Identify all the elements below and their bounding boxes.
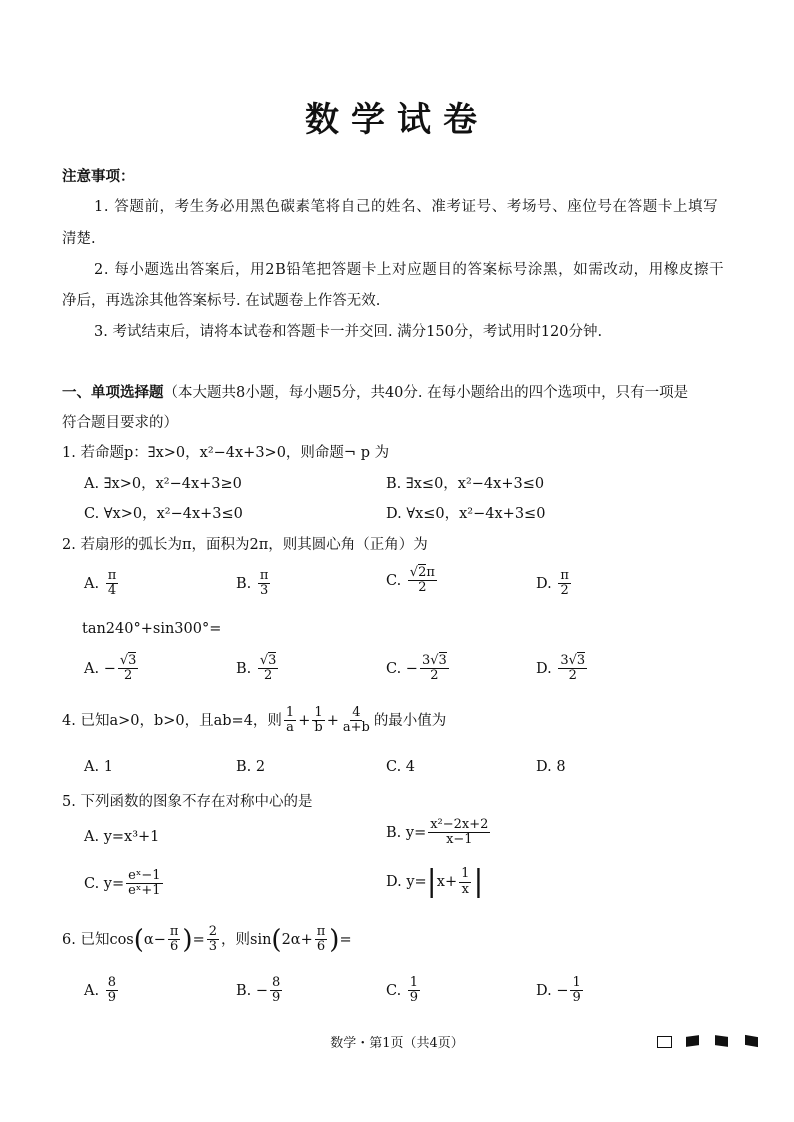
- q4-f3-num: 4: [352, 705, 361, 720]
- q5-option-b: [386, 818, 492, 848]
- q2-c-root: 2: [418, 565, 427, 580]
- q4-frac-2: [312, 706, 324, 736]
- page-footer: 数学・第1页（共4页）: [330, 1036, 464, 1051]
- q5-b-label: B. y=: [386, 824, 427, 841]
- q5-d-label: D. y=: [386, 874, 427, 890]
- q3-d-root: 3: [576, 653, 586, 668]
- q3-a-den: 2: [124, 668, 133, 684]
- section-1-desc: （本大题共8小题，每小题5分，共40分. 在每小题给出的四个选项中，只有一项是: [163, 385, 689, 401]
- q3-c-root: 3: [438, 653, 447, 668]
- q6-equals: =: [192, 931, 205, 948]
- q4-plus-1: +: [298, 712, 311, 729]
- q3-d-label: D.: [536, 660, 552, 677]
- q1-option-c: C. ∀x>0，x²−4x+3≤0: [84, 506, 243, 522]
- q2-a-den: 4: [107, 583, 117, 599]
- q3-c-sign: −: [405, 660, 418, 677]
- q2-b-label: B.: [236, 575, 252, 592]
- q5-option-a: A. y=x³+1: [84, 829, 160, 845]
- q3-b-label: B.: [236, 660, 252, 677]
- q6-pi-over-6-b: $\frac{\pi}{6}$: [316, 924, 326, 955]
- q3-d-den: 2: [568, 668, 577, 684]
- note-3: 3. 考试结束后，请将本试卷和答题卡一并交回. 满分150分，考试用时120分钟.: [94, 324, 603, 340]
- q3-option-a: [84, 654, 140, 684]
- q5-d-fraction: [459, 867, 471, 897]
- q4-frac-3: [341, 706, 372, 736]
- q6-option-d: [536, 976, 585, 1006]
- q3-a-label: A.: [84, 660, 100, 677]
- q6-option-b: [236, 976, 284, 1006]
- q3-option-c: [386, 654, 451, 684]
- q2-c-label: C.: [386, 572, 402, 589]
- q5-c-den: eˣ+1: [128, 883, 161, 899]
- q2-stem: 2. 若扇形的弧长为π，面积为2π，则其圆心角（正角）为: [62, 537, 428, 553]
- q2-option-c: [386, 566, 439, 596]
- q4-f1-den: a: [286, 720, 294, 736]
- q2-c-fraction: $\frac{√2\pi}{2}$: [409, 565, 435, 596]
- q3-a-root: 3: [128, 653, 137, 668]
- q6-b-fraction: $\frac{8}{9}$: [272, 975, 281, 1006]
- q5-stem: 5. 下列函数的图象不存在对称中心的是: [62, 794, 313, 810]
- q6-option-a: [84, 976, 120, 1006]
- q5-b-den: x−1: [446, 832, 473, 848]
- q4-option-d: D. 8: [536, 759, 566, 775]
- q3-option-b: [236, 654, 280, 684]
- q3-a-sign: −: [103, 660, 116, 677]
- q5-d-x: x+: [436, 874, 458, 890]
- q2-a-label: A.: [84, 575, 100, 592]
- q6-stem-mid: ，则sin: [221, 931, 272, 948]
- q3-c-coef: 3: [421, 653, 431, 668]
- q5-option-c: [84, 869, 165, 899]
- q1-option-a: A. ∃x>0，x²−4x+3≥0: [84, 476, 242, 492]
- registration-mark-1: [686, 1035, 699, 1047]
- section-1-desc-cont: 符合题目要求的）: [62, 415, 178, 431]
- q4-stem: [62, 706, 446, 736]
- q2-b-num: π: [259, 568, 269, 583]
- q6-value: $\frac{2}{3}$: [208, 924, 217, 955]
- q3-c-den: 2: [430, 668, 439, 684]
- q3-c-label: C.: [386, 660, 402, 677]
- q6-d-label: D.: [536, 982, 552, 999]
- registration-mark-2: [715, 1035, 728, 1047]
- q4-option-a: A. 1: [84, 759, 113, 775]
- q6-two-alpha-plus: 2α+: [281, 931, 313, 948]
- exam-title: 数学试卷: [305, 100, 489, 140]
- q5-option-d: D. y=|x+ $\frac{1}{x}$ |: [386, 864, 484, 899]
- q3-b-root: 3: [268, 653, 277, 668]
- q5-b-num: x²−2x+2: [430, 817, 489, 832]
- q2-b-den: 3: [260, 583, 269, 599]
- registration-mark-hollow: [657, 1036, 672, 1048]
- q6-a-label: A.: [84, 982, 100, 999]
- notes-heading: 注意事项：: [62, 168, 135, 185]
- q2-c-pi: π: [426, 565, 435, 580]
- section-1-header: [62, 381, 688, 402]
- q1-stem: 1. 若命题p：∃x>0，x²−4x+3>0，则命题¬ p 为: [62, 445, 390, 461]
- q3-d-fraction: $\frac{3√3}{2}$: [560, 653, 586, 684]
- q3-d-coef: 3: [560, 653, 569, 668]
- q6-option-c: [386, 976, 422, 1006]
- q6-d-fraction: $\frac{1}{9}$: [572, 975, 581, 1006]
- q4-stem-end: 的最小值为: [373, 712, 447, 729]
- q6-b-sign: −: [255, 982, 269, 999]
- q6-stem: 6. 已知cos(α− $\frac{\pi}{6}$ )= $\frac{2}{3}$ ，则sin(2α+ $\frac{\pi}{6}$ )=: [62, 924, 352, 955]
- q4-option-b: B. 2: [236, 759, 266, 775]
- q2-b-fraction: [258, 569, 271, 599]
- q1-option-d: D. ∀x≤0，x²−4x+3≤0: [386, 506, 546, 522]
- q2-d-den: 2: [560, 583, 569, 599]
- q3-a-fraction: $\frac{√3}{2}$: [119, 653, 137, 684]
- q2-c-den: 2: [418, 580, 427, 596]
- q2-option-d: [536, 569, 573, 599]
- q2-a-num: π: [107, 568, 117, 583]
- q4-f1-num: 1: [285, 705, 295, 720]
- note-2-line-1: 2. 每小题选出答案后，用2B铅笔把答题卡上对应题目的答案标号涂黑，如需改动，用橡皮擦干: [94, 262, 725, 278]
- q4-stem-start: 4. 已知a>0，b>0，且ab=4，则: [62, 712, 282, 729]
- section-1-title: 一、单项选择题: [62, 384, 164, 401]
- q4-f3-den: a+b: [342, 720, 370, 736]
- q6-pi-over-6-a: $\frac{\pi}{6}$: [169, 924, 179, 955]
- q6-b-label: B.: [236, 982, 252, 999]
- q3-option-d: [536, 654, 589, 684]
- q2-option-a: [84, 569, 120, 599]
- q6-stem-start: 6. 已知cos: [62, 931, 134, 948]
- q4-frac-1: [284, 706, 296, 736]
- q3-b-fraction: $\frac{√3}{2}$: [259, 653, 277, 684]
- q3-stem: tan240°+sin300°=: [82, 621, 222, 637]
- note-1-line-2: 清楚.: [62, 231, 96, 247]
- q6-c-fraction: $\frac{1}{9}$: [409, 975, 419, 1006]
- q2-d-label: D.: [536, 575, 552, 592]
- q5-b-fraction: [428, 818, 490, 848]
- note-2-line-2: 净后，再选涂其他答案标号. 在试题卷上作答无效.: [62, 293, 381, 309]
- q6-a-fraction: $\frac{8}{9}$: [107, 975, 116, 1006]
- q2-d-fraction: [558, 569, 571, 599]
- q6-alpha-minus: α−: [143, 931, 166, 948]
- q5-c-label: C. y=: [84, 875, 125, 892]
- q4-f2-den: b: [314, 720, 323, 736]
- q4-option-c: C. 4: [386, 759, 416, 775]
- q2-option-b: [236, 569, 272, 599]
- q6-stem-end: =: [339, 931, 352, 948]
- q3-c-fraction: $\frac{3√3}{2}$: [421, 653, 447, 684]
- q4-plus-2: +: [326, 712, 339, 729]
- q5-c-num: eˣ−1: [128, 868, 161, 883]
- q1-option-b: B. ∃x≤0，x²−4x+3≤0: [386, 476, 545, 492]
- note-1-line-1: 1. 答题前，考生务必用黑色碳素笔将自己的姓名、准考证号、考场号、座位号在答题卡上填写: [94, 199, 719, 215]
- q2-a-fraction: [106, 569, 119, 599]
- q5-c-fraction: [126, 869, 162, 899]
- registration-mark-3: [745, 1035, 758, 1047]
- q5-d-den: x: [461, 881, 469, 897]
- q3-b-den: 2: [264, 668, 273, 684]
- q2-d-num: π: [560, 568, 569, 583]
- q4-f2-num: 1: [314, 705, 323, 720]
- q5-d-num: 1: [461, 866, 470, 882]
- q6-c-label: C.: [386, 982, 402, 999]
- q6-d-sign: −: [556, 982, 569, 999]
